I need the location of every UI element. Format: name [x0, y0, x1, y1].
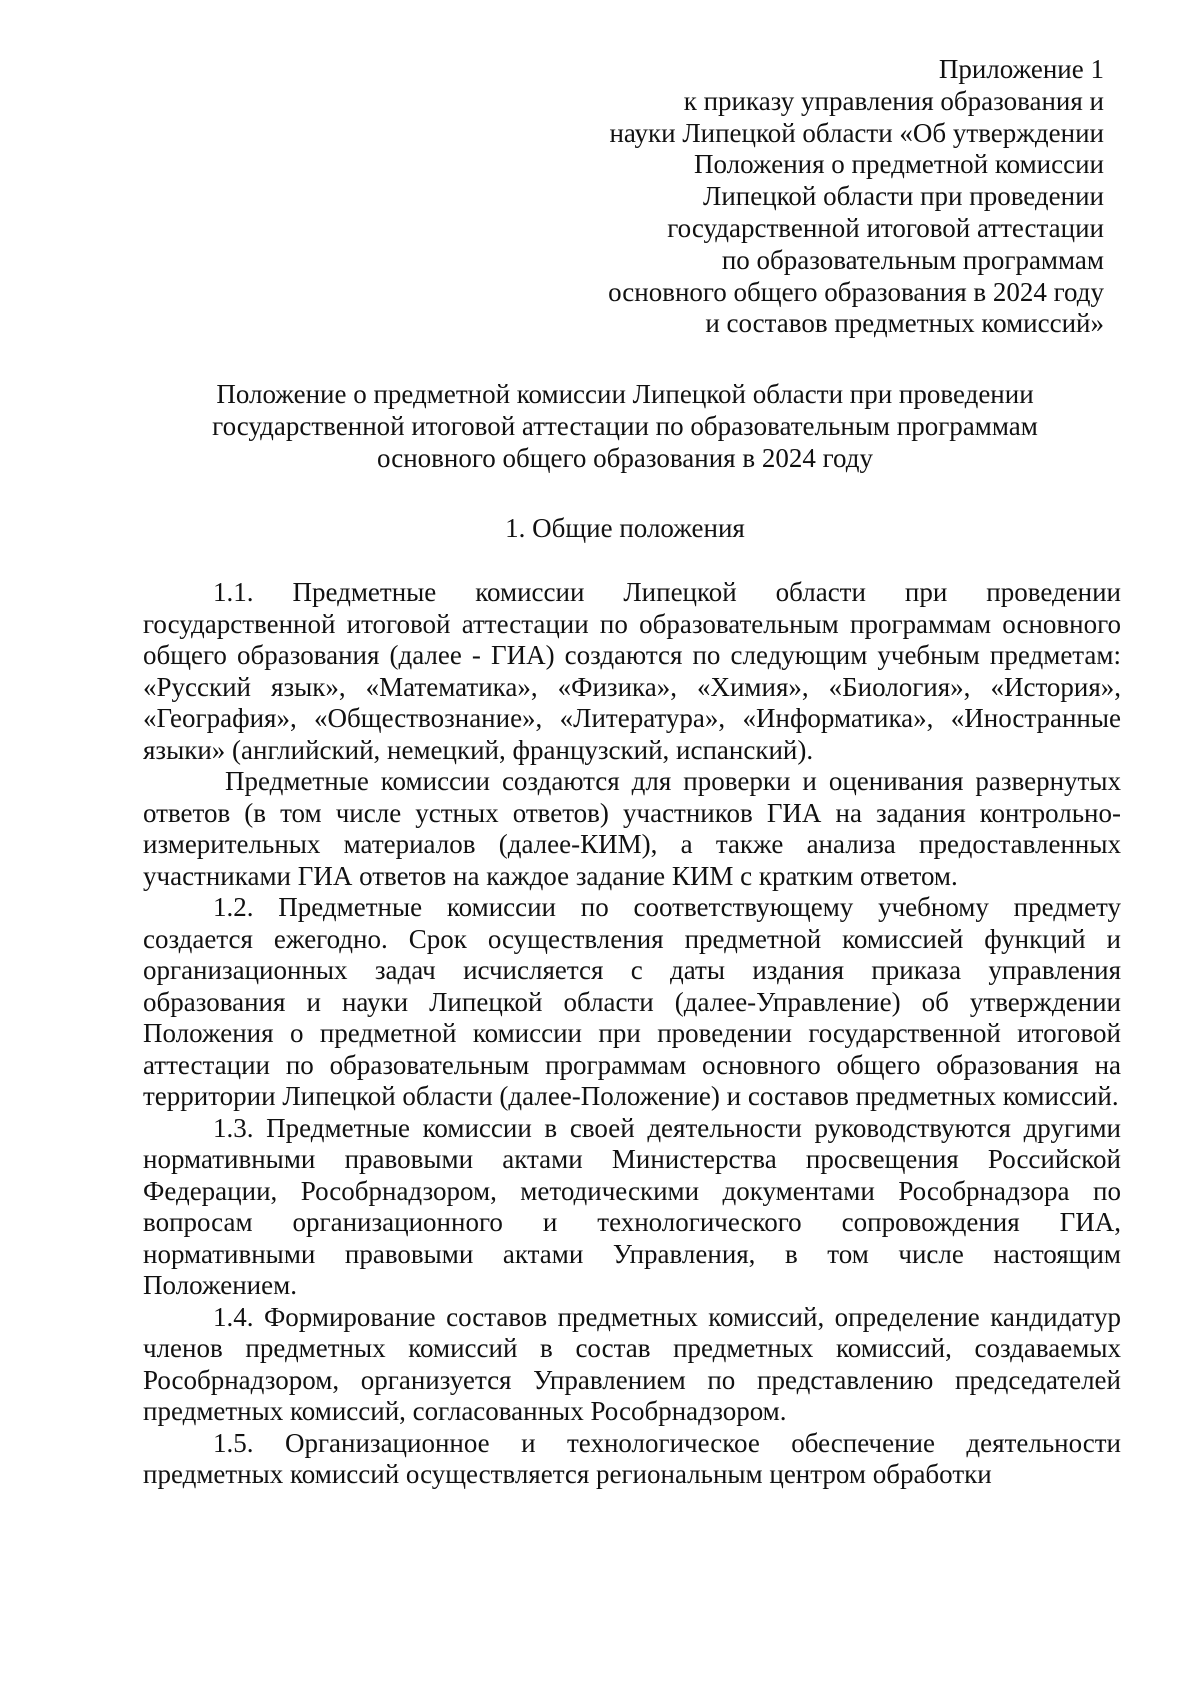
paragraph-text: Организационное и технологическое обеспечение деятельности предметных комиссий осуществляется региональным центром обработки — [143, 1427, 1121, 1489]
paragraph-number: 1.4. — [213, 1301, 254, 1332]
appendix-header — [464, 54, 1104, 340]
paragraph-1-2 — [143, 892, 1121, 1113]
document-title — [130, 378, 1120, 474]
appendix-line: науки Липецкой области «Об утверждении — [609, 117, 1104, 148]
appendix-line: Липецкой области при проведении — [703, 181, 1104, 212]
paragraph-text: Предметные комиссии в своей деятельности руководствуются другими нормативными правовыми актами Министерства просвещения Российской Федерации, Рособрнадзором, методическими документами Рособрнадзора по вопросам организационного и технологического сопровождения ГИА, нормативными правовыми актами Управления, в том числе настоящим Положением. — [143, 1112, 1122, 1300]
paragraph-text: Предметные комиссии по соответствующему учебному предмету создается ежегодно. Срок осуществления предметной комиссией функций и организационных задач исчисляется с даты издания приказа управления образования и науки Липецкой области (далее-Управление) об утверждении Положения о предметной комиссии при проведении государственной итоговой аттестации по образовательным программам основного общего образования на территории Липецкой области (далее-Положение) и составов предметных комиссий. — [143, 892, 1121, 1111]
paragraph-1-1 — [143, 577, 1121, 766]
paragraph-number: 1.1. — [213, 577, 254, 607]
paragraph-text: Формирование составов предметных комиссий, определение кандидатур членов предметных комиссий в состав предметных комиссий, создаваемых Рособрнадзором, организуется Управлением по представлению председателей предметных комиссий, согласованных Рособрнадзором. — [143, 1301, 1121, 1426]
appendix-line: Приложение 1 — [938, 54, 1104, 84]
paragraph-text: Предметные комиссии создаются для проверки и оценивания развернутых ответов (в том числе устных ответов) участников ГИА на задания контрольно-измерительных материалов (далее-КИМ), а также анализа предоставленных участниками ГИА ответов на каждое задание КИМ с кратким ответом. — [143, 766, 1121, 891]
paragraph-1-5 — [143, 1428, 1121, 1491]
appendix-line: к приказу управления образования и — [683, 85, 1104, 116]
appendix-line: основного общего образования в 2024 году — [608, 276, 1104, 307]
paragraph-number: 1.3. — [213, 1112, 254, 1143]
paragraph-1-1-continued — [143, 766, 1121, 892]
title-line: основного общего образования в 2024 году — [377, 443, 873, 473]
paragraph-text: Предметные комиссии Липецкой области при проведении государственной итоговой аттестации по образовательным программам основного общего образования (далее - ГИА) создаются по следующим учебным предметам: «Русский язык», «Математика», «Физика», «Химия», «Биология», «История», «География», «Обществознание», «Литература», «Информатика», «Иностранные языки» (английский, немецкий, французский, испанский). — [143, 577, 1122, 765]
appendix-line: по образовательным программам — [721, 244, 1104, 275]
appendix-line: Положения о предметной комиссии — [693, 149, 1104, 180]
title-line: государственной итоговой аттестации по образовательным программам — [212, 411, 1038, 441]
paragraph-number: 1.5. — [213, 1427, 254, 1458]
paragraph-number: 1.2. — [213, 892, 254, 922]
appendix-line: и составов предметных комиссий» — [705, 308, 1104, 339]
title-line: Положение о предметной комиссии Липецкой области при проведении — [216, 379, 1034, 409]
appendix-line: государственной итоговой аттестации — [667, 212, 1104, 243]
paragraph-1-4 — [143, 1302, 1121, 1428]
paragraph-1-3 — [143, 1113, 1121, 1302]
document-body — [143, 577, 1121, 1491]
section-heading: 1. Общие положения — [505, 513, 745, 543]
